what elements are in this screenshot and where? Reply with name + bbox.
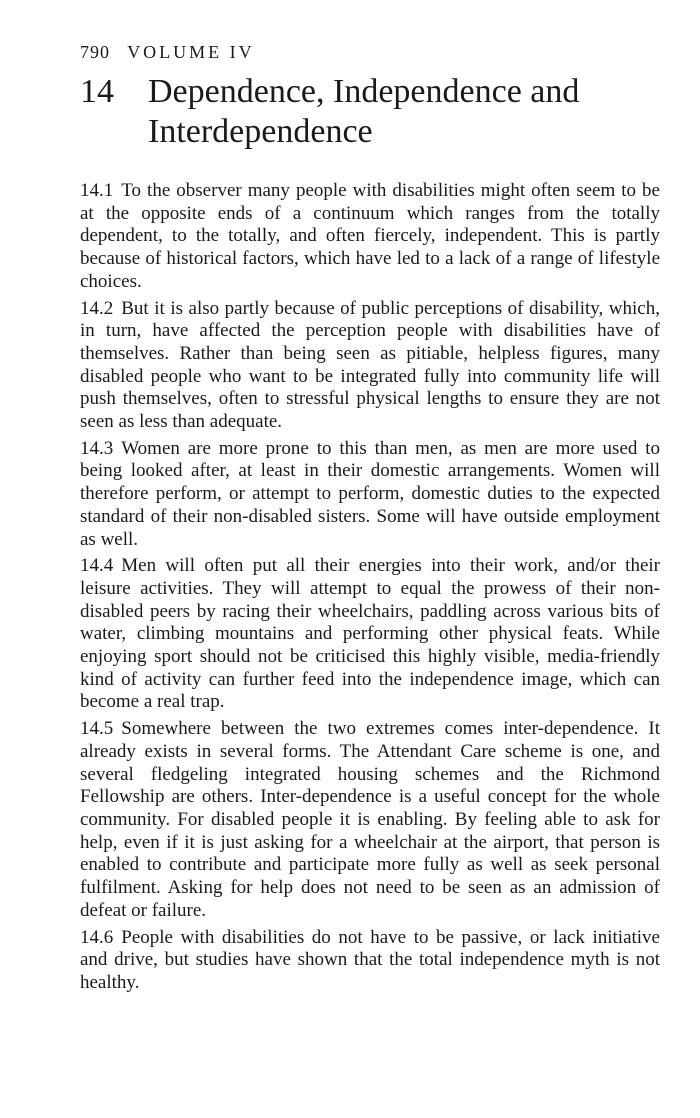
paragraph-text: Men will often put all their energies into their work, and/or their leisure activities. They will attempt to equal the prowess of their non-disabled peers by racing their wheelchairs, paddling across various bits of water, climbing mountains and performing other physical feats. While enjoying sport should not be criticised this highly visible, media-friendly kind of activity can further feed into the independence image, which can become a real trap.: [80, 555, 660, 713]
paragraph-14-6: [80, 927, 660, 995]
paragraph-14-5: [80, 718, 660, 922]
chapter-heading: [80, 72, 660, 152]
paragraph-number: 14.1: [80, 180, 114, 201]
paragraph-14-4: [80, 555, 660, 714]
paragraph-14-3: [80, 438, 660, 552]
chapter-number: 14: [80, 73, 114, 110]
paragraph-number: 14.2: [80, 297, 114, 319]
paragraph-number: 14.4: [80, 555, 114, 577]
running-head: [80, 40, 660, 64]
paragraph-number: 14.6: [80, 926, 114, 948]
chapter-title: [148, 72, 579, 152]
paragraph-text: Women are more prone to this than men, as men are more used to being looked after, at least in their domestic arrangements. Women will therefore perform, or attempt to perform, domestic duties to the expected standard of their non-disabled sisters. Some will have outside employment as well.: [80, 437, 660, 550]
paragraph-text: People with disabilities do not have to be passive, or lack initiative and drive, but studies have shown that the total independence myth is not healthy.: [80, 926, 660, 993]
paragraph-number: 14.3: [80, 437, 114, 459]
paragraph-14-2: [80, 298, 660, 434]
paragraph-text: But it is also partly because of public perceptions of disability, which, in turn, have affected the perception people with disabilities have of themselves. Rather than being seen as pitiable, helpless figures, many disabled people who want to be integrated fully into community life will push themselves, often to stressful physical lengths to ensure they are not seen as less than adequate.: [80, 297, 660, 433]
paragraph-text: To the observer many people with disabilities might often seem to be at the opposite ends of a continuum which ranges from the totally dependent, to the totally, and often fiercely, independent. This is partly because of historical factors, which have led to a lack of a range of lifestyle choices.: [80, 180, 660, 292]
chapter-title-line-1: Dependence, Independence and: [148, 73, 580, 110]
document-page: [80, 40, 660, 999]
paragraph-14-1: [80, 180, 660, 294]
paragraph-number: 14.5: [80, 718, 114, 740]
paragraph-text: Somewhere between the two extremes comes inter-dependence. It already exists in several forms. The Attendant Care scheme is one, and several fledgeling integrated housing schemes and the Richmond Fellowship are others. Inter-dependence is a useful concept for the whole community. For disabled people it is enabling. By feeling able to ask for help, even if it is just asking for a wheelchair at the airport, that person is enabled to contribute and participate more fully as well as seek personal fulfilment. Asking for help does not need to be seen as an admission of defeat or failure.: [80, 718, 660, 921]
chapter-title-line-2: Interdependence: [148, 113, 373, 150]
volume-label: VOLUME IV: [127, 42, 255, 62]
page-number: 790: [80, 42, 110, 62]
